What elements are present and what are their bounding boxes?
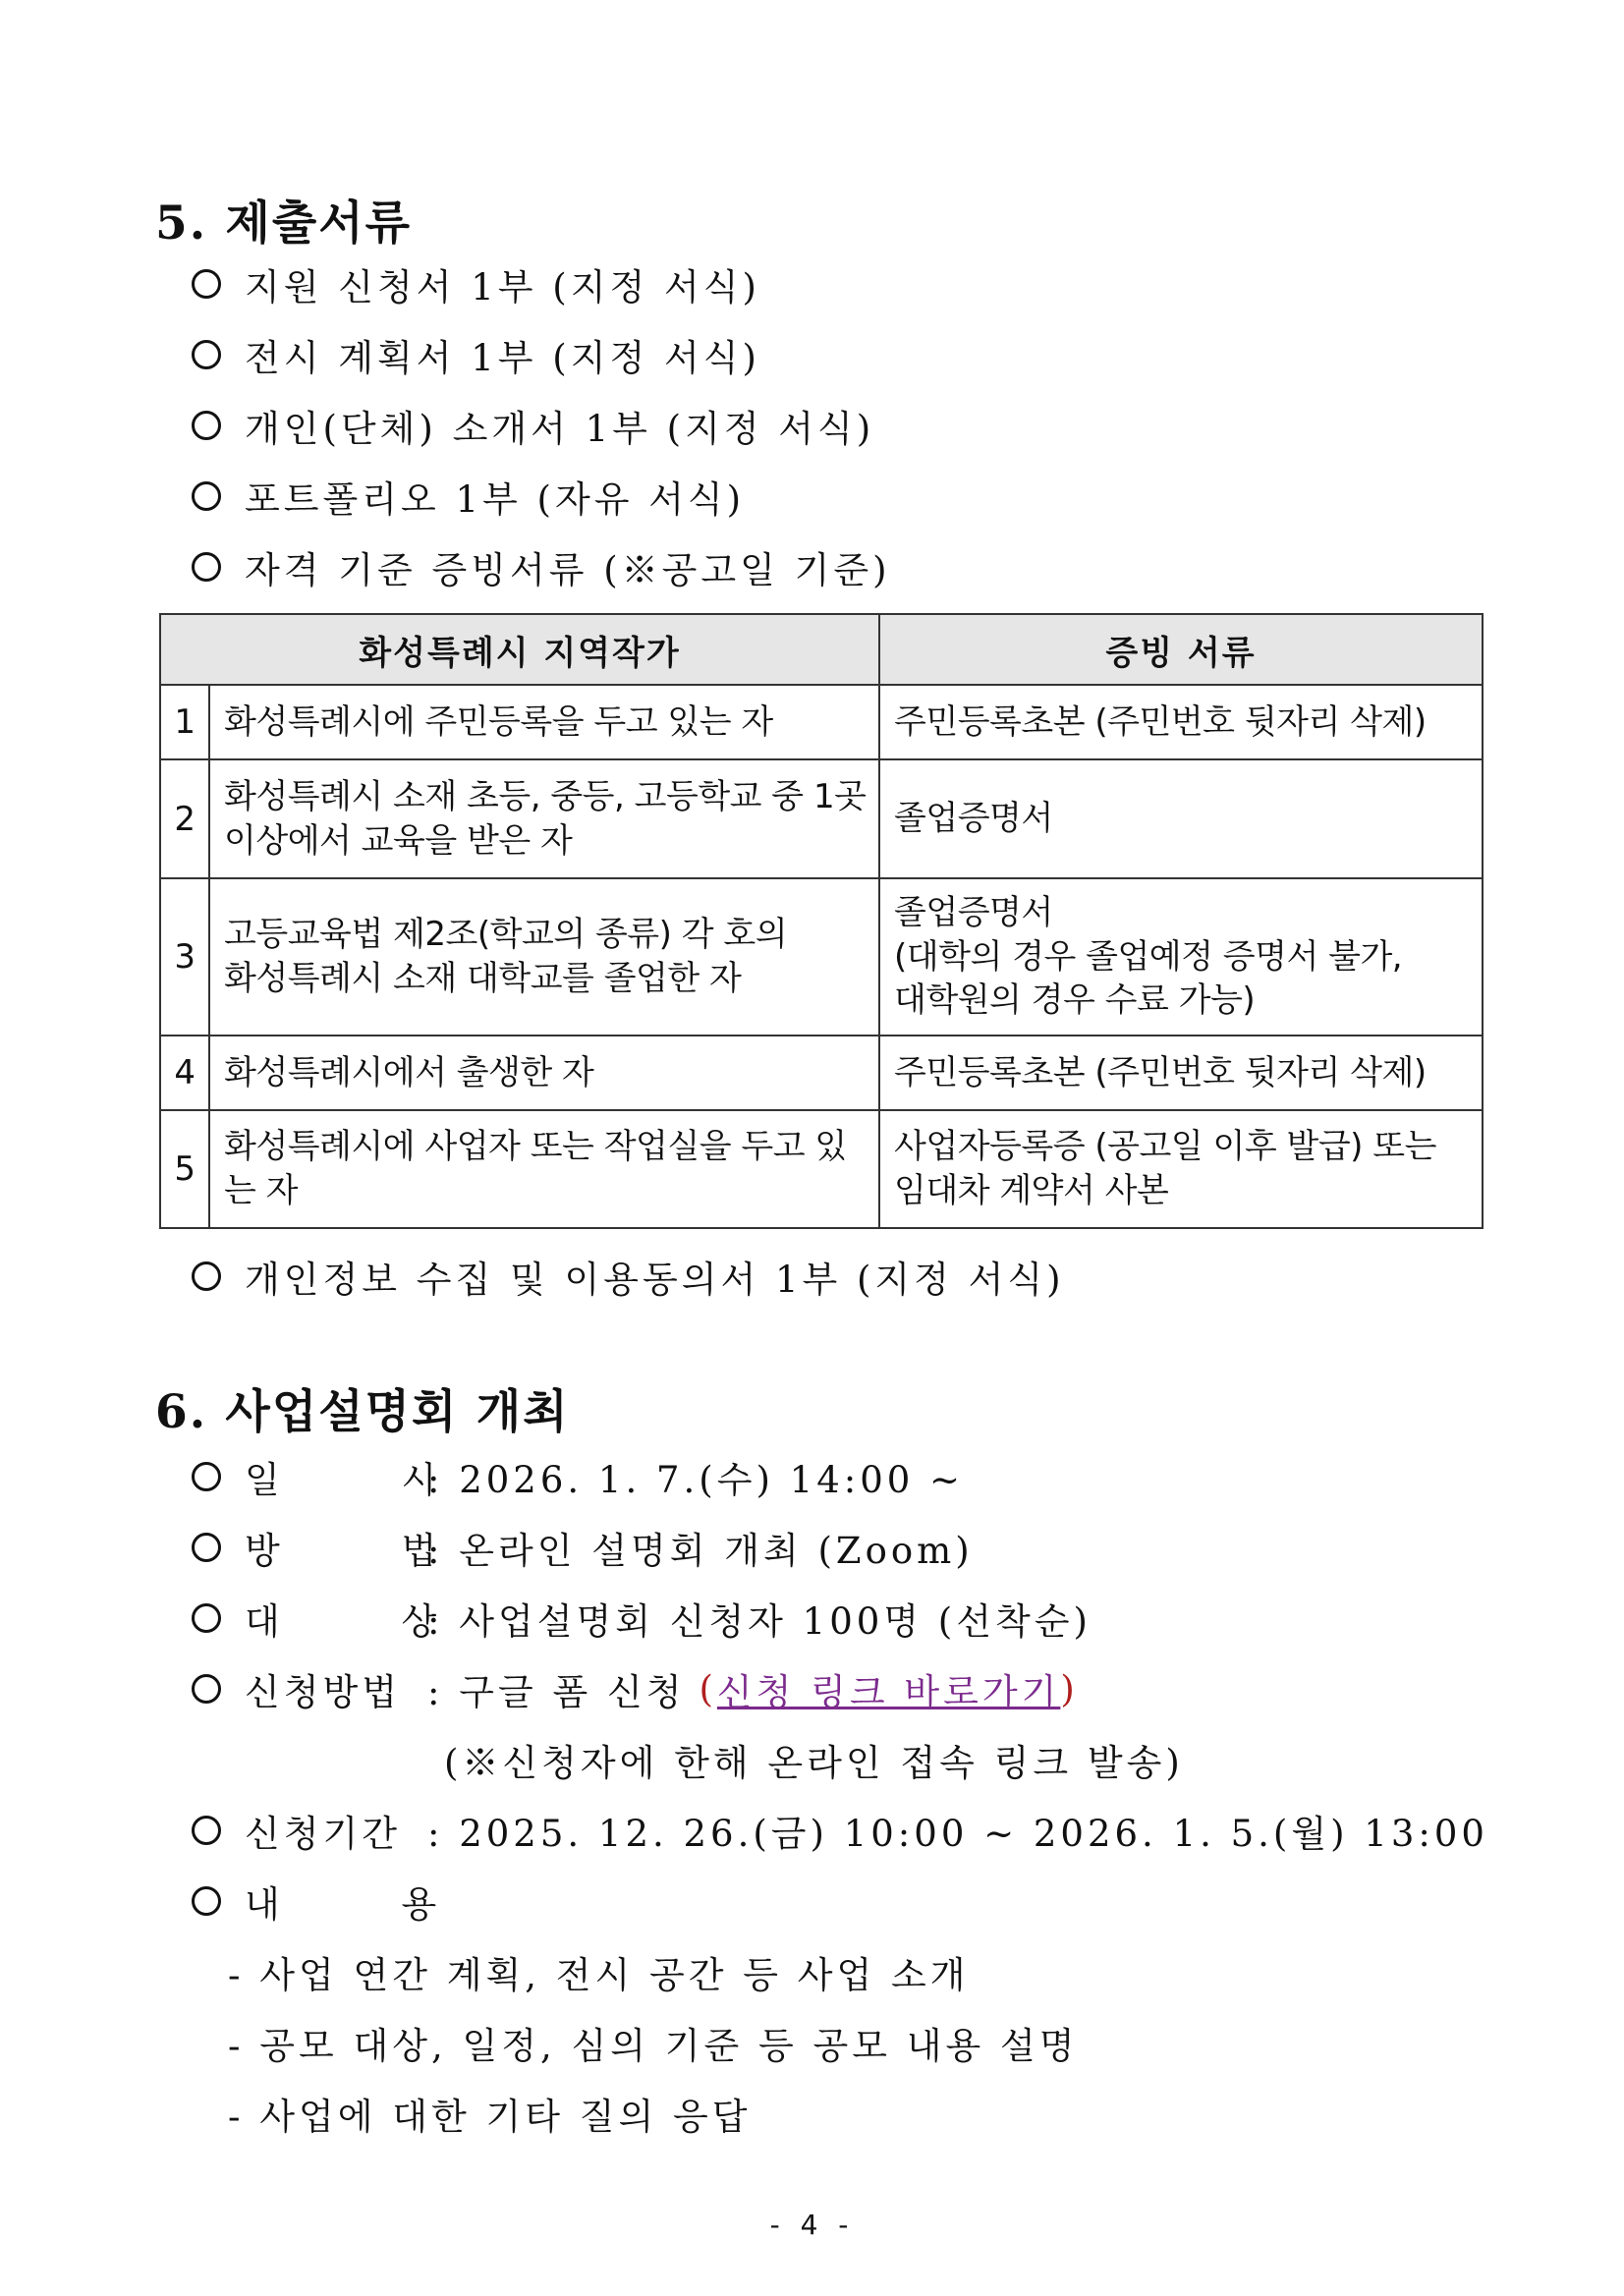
row-number: 3 (160, 878, 209, 1036)
table-row (160, 759, 1483, 878)
content-item: - 공모 대상, 일정, 심의 기준 등 공모 내용 설명 (228, 2025, 1079, 2067)
section-6-heading: 6. 사업설명회 개최 (155, 1385, 570, 1439)
info-method: 방 법 : 온라인 설명회 개최 (Zoom) (192, 1521, 974, 1574)
table-header-row (160, 614, 1483, 685)
row-number: 4 (160, 1036, 209, 1110)
doc-item: 개인(단체) 소개서 1부 (지정 서식) (192, 399, 874, 452)
row-document: 주민등록초본 (주민번호 뒷자리 삭제) (879, 685, 1483, 759)
table-row (160, 1110, 1483, 1228)
doc-item: 지원 신청서 1부 (지정 서식) (192, 257, 760, 310)
apply-link[interactable]: 신청 링크 바로가기 (716, 1671, 1061, 1713)
row-document: 주민등록초본 (주민번호 뒷자리 삭제) (879, 1036, 1483, 1110)
row-number: 2 (160, 759, 209, 878)
table-row (160, 685, 1483, 759)
info-target: 대 상 : 사업설명회 신청자 100명 (선착순) (192, 1592, 1092, 1645)
eligibility-table (159, 613, 1484, 1229)
row-criterion: 화성특례시 소재 초등, 중등, 고등학교 중 1곳 이상에서 교육을 받은 자 (209, 759, 879, 878)
content-item: - 사업 연간 계획, 전시 공간 등 사업 소개 (228, 1954, 970, 1996)
circle-bullet-icon (192, 1816, 221, 1845)
row-document: 사업자등록증 (공고일 이후 발급) 또는 임대차 계약서 사본 (879, 1110, 1483, 1228)
circle-bullet-icon (192, 1674, 221, 1704)
circle-bullet-icon (192, 1886, 221, 1916)
doc-item: 개인정보 수집 및 이용동의서 1부 (지정 서식) (192, 1250, 1065, 1303)
circle-bullet-icon (192, 1462, 221, 1491)
info-apply: 신청방법 : 구글 폼 신청 ( 신청 링크 바로가기 ) (192, 1662, 1079, 1715)
table-row (160, 878, 1483, 1036)
info-period: 신청기간 : 2025. 12. 26.(금) 10:00 ~ 2026. 1. 5.(월) 13:00 (192, 1804, 1488, 1857)
circle-bullet-icon (192, 1603, 221, 1633)
info-date: 일 시 : 2026. 1. 7.(수) 14:00 ~ (192, 1450, 964, 1503)
apply-note: (※신청자에 한해 온라인 접속 링크 발송) (444, 1742, 1184, 1784)
header-criterion: 화성특례시 지역작가 (160, 614, 879, 685)
row-criterion: 화성특례시에 사업자 또는 작업실을 두고 있는 자 (209, 1110, 879, 1228)
section-5-heading: 5. 제출서류 (155, 196, 413, 251)
circle-bullet-icon (192, 1261, 221, 1291)
info-content: 내 용 (192, 1875, 427, 1928)
circle-bullet-icon (192, 340, 221, 369)
circle-bullet-icon (192, 552, 221, 582)
header-document: 증빙 서류 (879, 614, 1483, 685)
row-number: 1 (160, 685, 209, 759)
circle-bullet-icon (192, 1533, 221, 1562)
row-number: 5 (160, 1110, 209, 1228)
circle-bullet-icon (192, 481, 221, 511)
page-number: - 4 - (769, 2209, 855, 2241)
row-document: 졸업증명서 (879, 759, 1483, 878)
table-row (160, 1036, 1483, 1110)
row-document: 졸업증명서 (대학의 경우 졸업예정 증명서 불가, 대학원의 경우 수료 가능) (879, 878, 1483, 1036)
content-item: - 사업에 대한 기타 질의 응답 (228, 2096, 752, 2138)
row-criterion: 고등교육법 제2조(학교의 종류) 각 호의 화성특례시 소재 대학교를 졸업한 자 (209, 878, 879, 1036)
circle-bullet-icon (192, 269, 221, 299)
circle-bullet-icon (192, 411, 221, 440)
row-criterion: 화성특례시에서 출생한 자 (209, 1036, 879, 1110)
doc-item: 자격 기준 증빙서류 (※공고일 기준) (192, 540, 891, 593)
doc-item: 포트폴리오 1부 (자유 서식) (192, 470, 745, 523)
row-criterion: 화성특례시에 주민등록을 두고 있는 자 (209, 685, 879, 759)
doc-item: 전시 계획서 1부 (지정 서식) (192, 328, 760, 381)
